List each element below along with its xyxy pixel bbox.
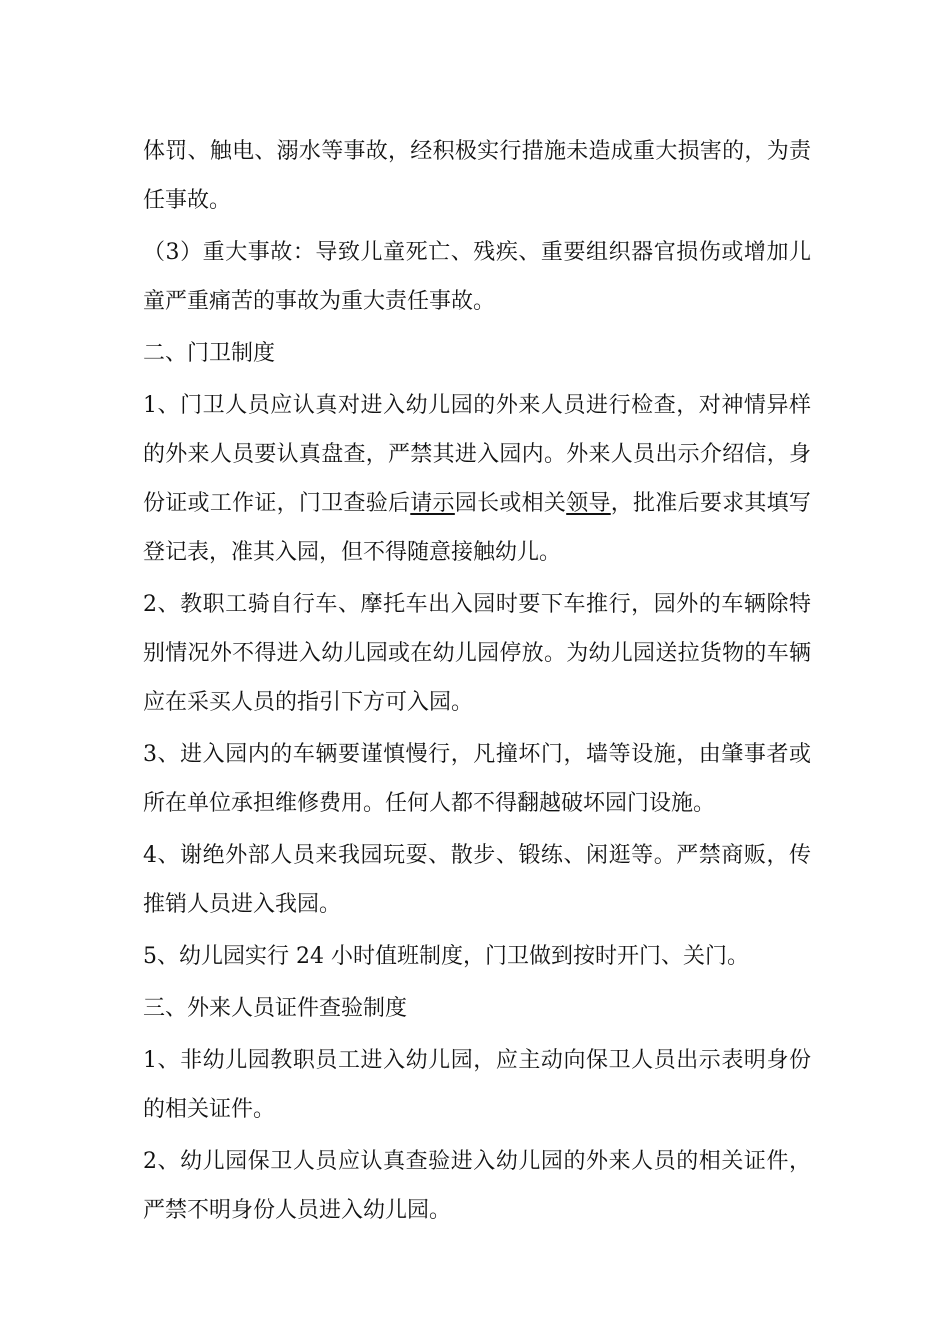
paragraph-gate-rule-1	[143, 381, 811, 577]
paragraph-gate-rule-3: 3、进入园内的车辆要谨慎慢行，凡撞坏门，墙等设施，由肇事者或所在单位承担维修费用。任何人都不得翻越破坏园门设施。	[143, 742, 811, 816]
paragraph-gate-rule-4: 4、谢绝外部人员来我园玩耍、散步、锻练、闲逛等。严禁商贩，传推销人员进入我园。	[143, 843, 811, 917]
underlined-word-lingdao: 领导	[566, 491, 611, 516]
gate-rule-1-text-a: 1、门卫人员应认真对进入幼儿园的外来人员进行检查，对神情异样的外来人员要认真盘查，严禁其进入园内。外来人员出示介绍信，身份证或工作证，门卫查验后	[143, 393, 811, 516]
document-body	[143, 127, 811, 1235]
paragraph-accident-liability: 体罚、触电、溺水等事故，经积极实行措施未造成重大损害的，为责任事故。	[143, 139, 811, 213]
gate-rule-1-text-c: ，批准后要求其填写登记表，准其入园，但不得随意接触幼儿。	[143, 491, 811, 565]
paragraph-gate-rule-2: 2、教职工骑自行车、摩托车出入园时要下车推行，园外的车辆除特别情况外不得进入幼儿园或在幼儿园停放。为幼儿园送拉货物的车辆应在采买人员的指引下方可入园。	[143, 592, 811, 715]
paragraph-gate-rule-5: 5、幼儿园实行 24 小时值班制度，门卫做到按时开门、关门。	[143, 944, 749, 969]
paragraph-major-accident: （3）重大事故：导致儿童死亡、残疾、重要组织器官损伤或增加儿童严重痛苦的事故为重大责任事故。	[143, 240, 811, 314]
paragraph-id-rule-2: 2、幼儿园保卫人员应认真查验进入幼儿园的外来人员的相关证件，严禁不明身份人员进入幼儿园。	[143, 1149, 811, 1223]
underlined-word-qingshi: 请示	[410, 491, 455, 516]
paragraph-id-rule-1: 1、非幼儿园教职员工进入幼儿园，应主动向保卫人员出示表明身份的相关证件。	[143, 1048, 811, 1122]
gate-rule-1-text-b: 园长或相关	[454, 491, 567, 516]
section-heading-visitor-id: 三、外来人员证件查验制度	[143, 996, 408, 1021]
section-heading-gatekeeper: 二、门卫制度	[143, 341, 276, 366]
